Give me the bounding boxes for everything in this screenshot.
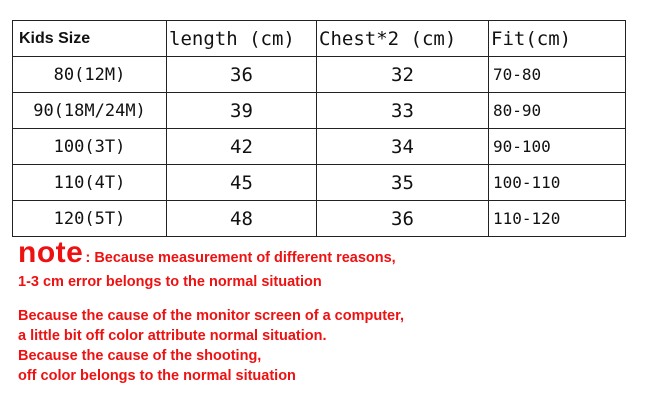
cell-fit: 70-80 [489, 57, 626, 93]
notes-section [18, 236, 638, 386]
cell-size: 80(12M) [13, 57, 167, 93]
note-disclaimer-line: a little bit off color attribute normal situation. [18, 328, 327, 344]
table-row [13, 57, 626, 93]
cell-size: 110(4T) [13, 165, 167, 201]
size-chart-table [12, 20, 626, 237]
table-row [13, 165, 626, 201]
cell-chest: 33 [317, 93, 489, 129]
cell-fit: 80-90 [489, 93, 626, 129]
header-fit: Fit(cm) [489, 21, 626, 57]
note-label: note [18, 236, 84, 269]
note-disclaimer-line: off color belongs to the normal situation [18, 368, 296, 384]
cell-length: 42 [167, 129, 317, 165]
cell-chest: 36 [317, 201, 489, 237]
note-colon: : [85, 249, 91, 266]
header-chest: Chest*2 (cm) [317, 21, 489, 57]
cell-length: 39 [167, 93, 317, 129]
cell-length: 45 [167, 165, 317, 201]
table-row [13, 201, 626, 237]
note-text-line2: 1-3 cm error belongs to the normal situation [18, 274, 322, 290]
cell-size: 120(5T) [13, 201, 167, 237]
cell-fit: 110-120 [489, 201, 626, 237]
header-length: length (cm) [167, 21, 317, 57]
cell-chest: 35 [317, 165, 489, 201]
cell-chest: 34 [317, 129, 489, 165]
table-row [13, 93, 626, 129]
cell-fit: 100-110 [489, 165, 626, 201]
note-disclaimer-block [18, 306, 638, 386]
cell-chest: 32 [317, 57, 489, 93]
note-disclaimer-line: Because the cause of the monitor screen of a computer, [18, 308, 404, 324]
cell-length: 36 [167, 57, 317, 93]
table-row [13, 129, 626, 165]
note-first-line [18, 236, 638, 272]
cell-size: 90(18M/24M) [13, 93, 167, 129]
header-kids-size: Kids Size [13, 21, 167, 57]
note-text-line1: Because measurement of different reasons, [94, 250, 396, 266]
note-disclaimer-line: Because the cause of the shooting, [18, 348, 262, 364]
table-header-row [13, 21, 626, 57]
cell-size: 100(3T) [13, 129, 167, 165]
cell-fit: 90-100 [489, 129, 626, 165]
cell-length: 48 [167, 201, 317, 237]
